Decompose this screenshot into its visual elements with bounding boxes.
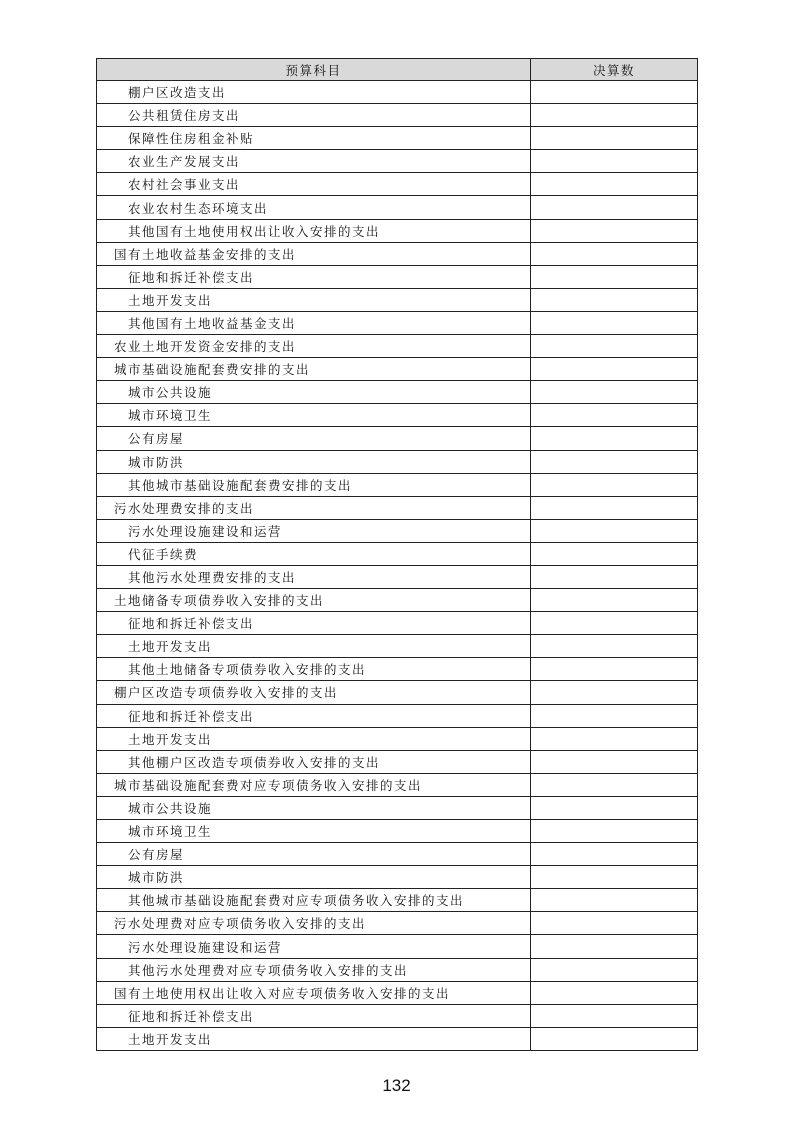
budget-item-label: 城市公共设施	[97, 796, 531, 819]
budget-item-label: 污水处理费安排的支出	[97, 496, 531, 519]
budget-item-label: 公共租赁住房支出	[97, 104, 531, 127]
page-number: 132	[382, 1076, 411, 1095]
final-amount-cell	[531, 104, 698, 127]
budget-item-label: 城市公共设施	[97, 381, 531, 404]
budget-item-label: 其他污水处理费对应专项债务收入安排的支出	[97, 958, 531, 981]
table-row	[97, 589, 698, 612]
final-amount-cell	[531, 820, 698, 843]
column-header-final-amount: 决算数	[531, 59, 698, 81]
final-amount-cell	[531, 912, 698, 935]
table-row	[97, 750, 698, 773]
final-amount-cell	[531, 311, 698, 334]
table-row	[97, 820, 698, 843]
budget-item-label: 农业生产发展支出	[97, 150, 531, 173]
budget-item-label: 城市基础设施配套费对应专项债务收入安排的支出	[97, 773, 531, 796]
table-row	[97, 958, 698, 981]
table-header-row	[97, 59, 698, 81]
budget-item-label: 城市基础设施配套费安排的支出	[97, 358, 531, 381]
table-row	[97, 473, 698, 496]
table-row	[97, 219, 698, 242]
budget-item-label: 农业土地开发资金安排的支出	[97, 335, 531, 358]
budget-item-label: 公有房屋	[97, 843, 531, 866]
table-row	[97, 635, 698, 658]
budget-item-label: 征地和拆迁补偿支出	[97, 1004, 531, 1027]
table-row	[97, 242, 698, 265]
budget-item-label: 农村社会事业支出	[97, 173, 531, 196]
final-amount-cell	[531, 773, 698, 796]
final-amount-cell	[531, 635, 698, 658]
final-amount-cell	[531, 981, 698, 1004]
budget-item-label: 代征手续费	[97, 542, 531, 565]
budget-item-label: 土地开发支出	[97, 635, 531, 658]
table-body	[97, 81, 698, 1051]
final-amount-cell	[531, 612, 698, 635]
table-row	[97, 727, 698, 750]
table-row	[97, 866, 698, 889]
table-row	[97, 565, 698, 588]
final-amount-cell	[531, 265, 698, 288]
budget-item-label: 农业农村生态环境支出	[97, 196, 531, 219]
table-row	[97, 173, 698, 196]
table-row	[97, 81, 698, 104]
budget-item-label: 土地储备专项债券收入安排的支出	[97, 589, 531, 612]
table-row	[97, 981, 698, 1004]
budget-item-label: 保障性住房租金补贴	[97, 127, 531, 150]
table-row	[97, 404, 698, 427]
final-amount-cell	[531, 704, 698, 727]
table-row	[97, 311, 698, 334]
final-amount-cell	[531, 1027, 698, 1050]
budget-item-label: 征地和拆迁补偿支出	[97, 704, 531, 727]
budget-item-label: 征地和拆迁补偿支出	[97, 612, 531, 635]
budget-item-label: 城市环境卫生	[97, 404, 531, 427]
table-row	[97, 150, 698, 173]
table-row	[97, 542, 698, 565]
final-amount-cell	[531, 219, 698, 242]
final-amount-cell	[531, 727, 698, 750]
table-row	[97, 335, 698, 358]
budget-item-label: 国有土地使用权出让收入对应专项债务收入安排的支出	[97, 981, 531, 1004]
final-amount-cell	[531, 658, 698, 681]
table-row	[97, 681, 698, 704]
budget-item-label: 征地和拆迁补偿支出	[97, 265, 531, 288]
final-amount-cell	[531, 866, 698, 889]
final-amount-cell	[531, 404, 698, 427]
table-row	[97, 935, 698, 958]
budget-item-label: 其他土地储备专项债券收入安排的支出	[97, 658, 531, 681]
table-row	[97, 127, 698, 150]
budget-item-label: 城市防洪	[97, 450, 531, 473]
final-amount-cell	[531, 796, 698, 819]
table-row	[97, 381, 698, 404]
final-amount-cell	[531, 196, 698, 219]
table-row	[97, 658, 698, 681]
budget-item-label: 其他国有土地收益基金支出	[97, 311, 531, 334]
budget-item-label: 国有土地收益基金安排的支出	[97, 242, 531, 265]
budget-item-label: 污水处理费对应专项债务收入安排的支出	[97, 912, 531, 935]
budget-table	[96, 58, 698, 1051]
budget-item-label: 土地开发支出	[97, 1027, 531, 1050]
final-amount-cell	[531, 150, 698, 173]
table-row	[97, 196, 698, 219]
final-amount-cell	[531, 542, 698, 565]
budget-item-label: 棚户区改造专项债券收入安排的支出	[97, 681, 531, 704]
table-row	[97, 288, 698, 311]
final-amount-cell	[531, 750, 698, 773]
final-amount-cell	[531, 565, 698, 588]
budget-item-label: 污水处理设施建设和运营	[97, 935, 531, 958]
table-row	[97, 912, 698, 935]
budget-item-label: 污水处理设施建设和运营	[97, 519, 531, 542]
final-amount-cell	[531, 843, 698, 866]
table-row	[97, 519, 698, 542]
budget-item-label: 其他城市基础设施配套费安排的支出	[97, 473, 531, 496]
final-amount-cell	[531, 173, 698, 196]
table-row	[97, 796, 698, 819]
table-row	[97, 450, 698, 473]
budget-item-label: 公有房屋	[97, 427, 531, 450]
final-amount-cell	[531, 473, 698, 496]
final-amount-cell	[531, 958, 698, 981]
final-amount-cell	[531, 81, 698, 104]
table-row	[97, 496, 698, 519]
budget-item-label: 其他污水处理费安排的支出	[97, 565, 531, 588]
final-amount-cell	[531, 427, 698, 450]
budget-item-label: 土地开发支出	[97, 727, 531, 750]
final-amount-cell	[531, 589, 698, 612]
final-amount-cell	[531, 242, 698, 265]
table-row	[97, 265, 698, 288]
column-header-budget-item: 预算科目	[97, 59, 531, 81]
budget-item-label: 城市环境卫生	[97, 820, 531, 843]
final-amount-cell	[531, 335, 698, 358]
budget-item-label: 其他国有土地使用权出让收入安排的支出	[97, 219, 531, 242]
table-row	[97, 704, 698, 727]
table-row	[97, 104, 698, 127]
final-amount-cell	[531, 127, 698, 150]
final-amount-cell	[531, 889, 698, 912]
table-row	[97, 773, 698, 796]
final-amount-cell	[531, 681, 698, 704]
final-amount-cell	[531, 381, 698, 404]
table-row	[97, 427, 698, 450]
budget-item-label: 其他棚户区改造专项债券收入安排的支出	[97, 750, 531, 773]
final-amount-cell	[531, 358, 698, 381]
final-amount-cell	[531, 1004, 698, 1027]
table-row	[97, 1004, 698, 1027]
final-amount-cell	[531, 496, 698, 519]
final-amount-cell	[531, 450, 698, 473]
budget-item-label: 城市防洪	[97, 866, 531, 889]
final-amount-cell	[531, 288, 698, 311]
budget-item-label: 其他城市基础设施配套费对应专项债务收入安排的支出	[97, 889, 531, 912]
budget-item-label: 土地开发支出	[97, 288, 531, 311]
table-row	[97, 358, 698, 381]
table-row	[97, 889, 698, 912]
table-row	[97, 1027, 698, 1050]
final-amount-cell	[531, 935, 698, 958]
final-amount-cell	[531, 519, 698, 542]
budget-item-label: 棚户区改造支出	[97, 81, 531, 104]
table-row	[97, 612, 698, 635]
table-row	[97, 843, 698, 866]
